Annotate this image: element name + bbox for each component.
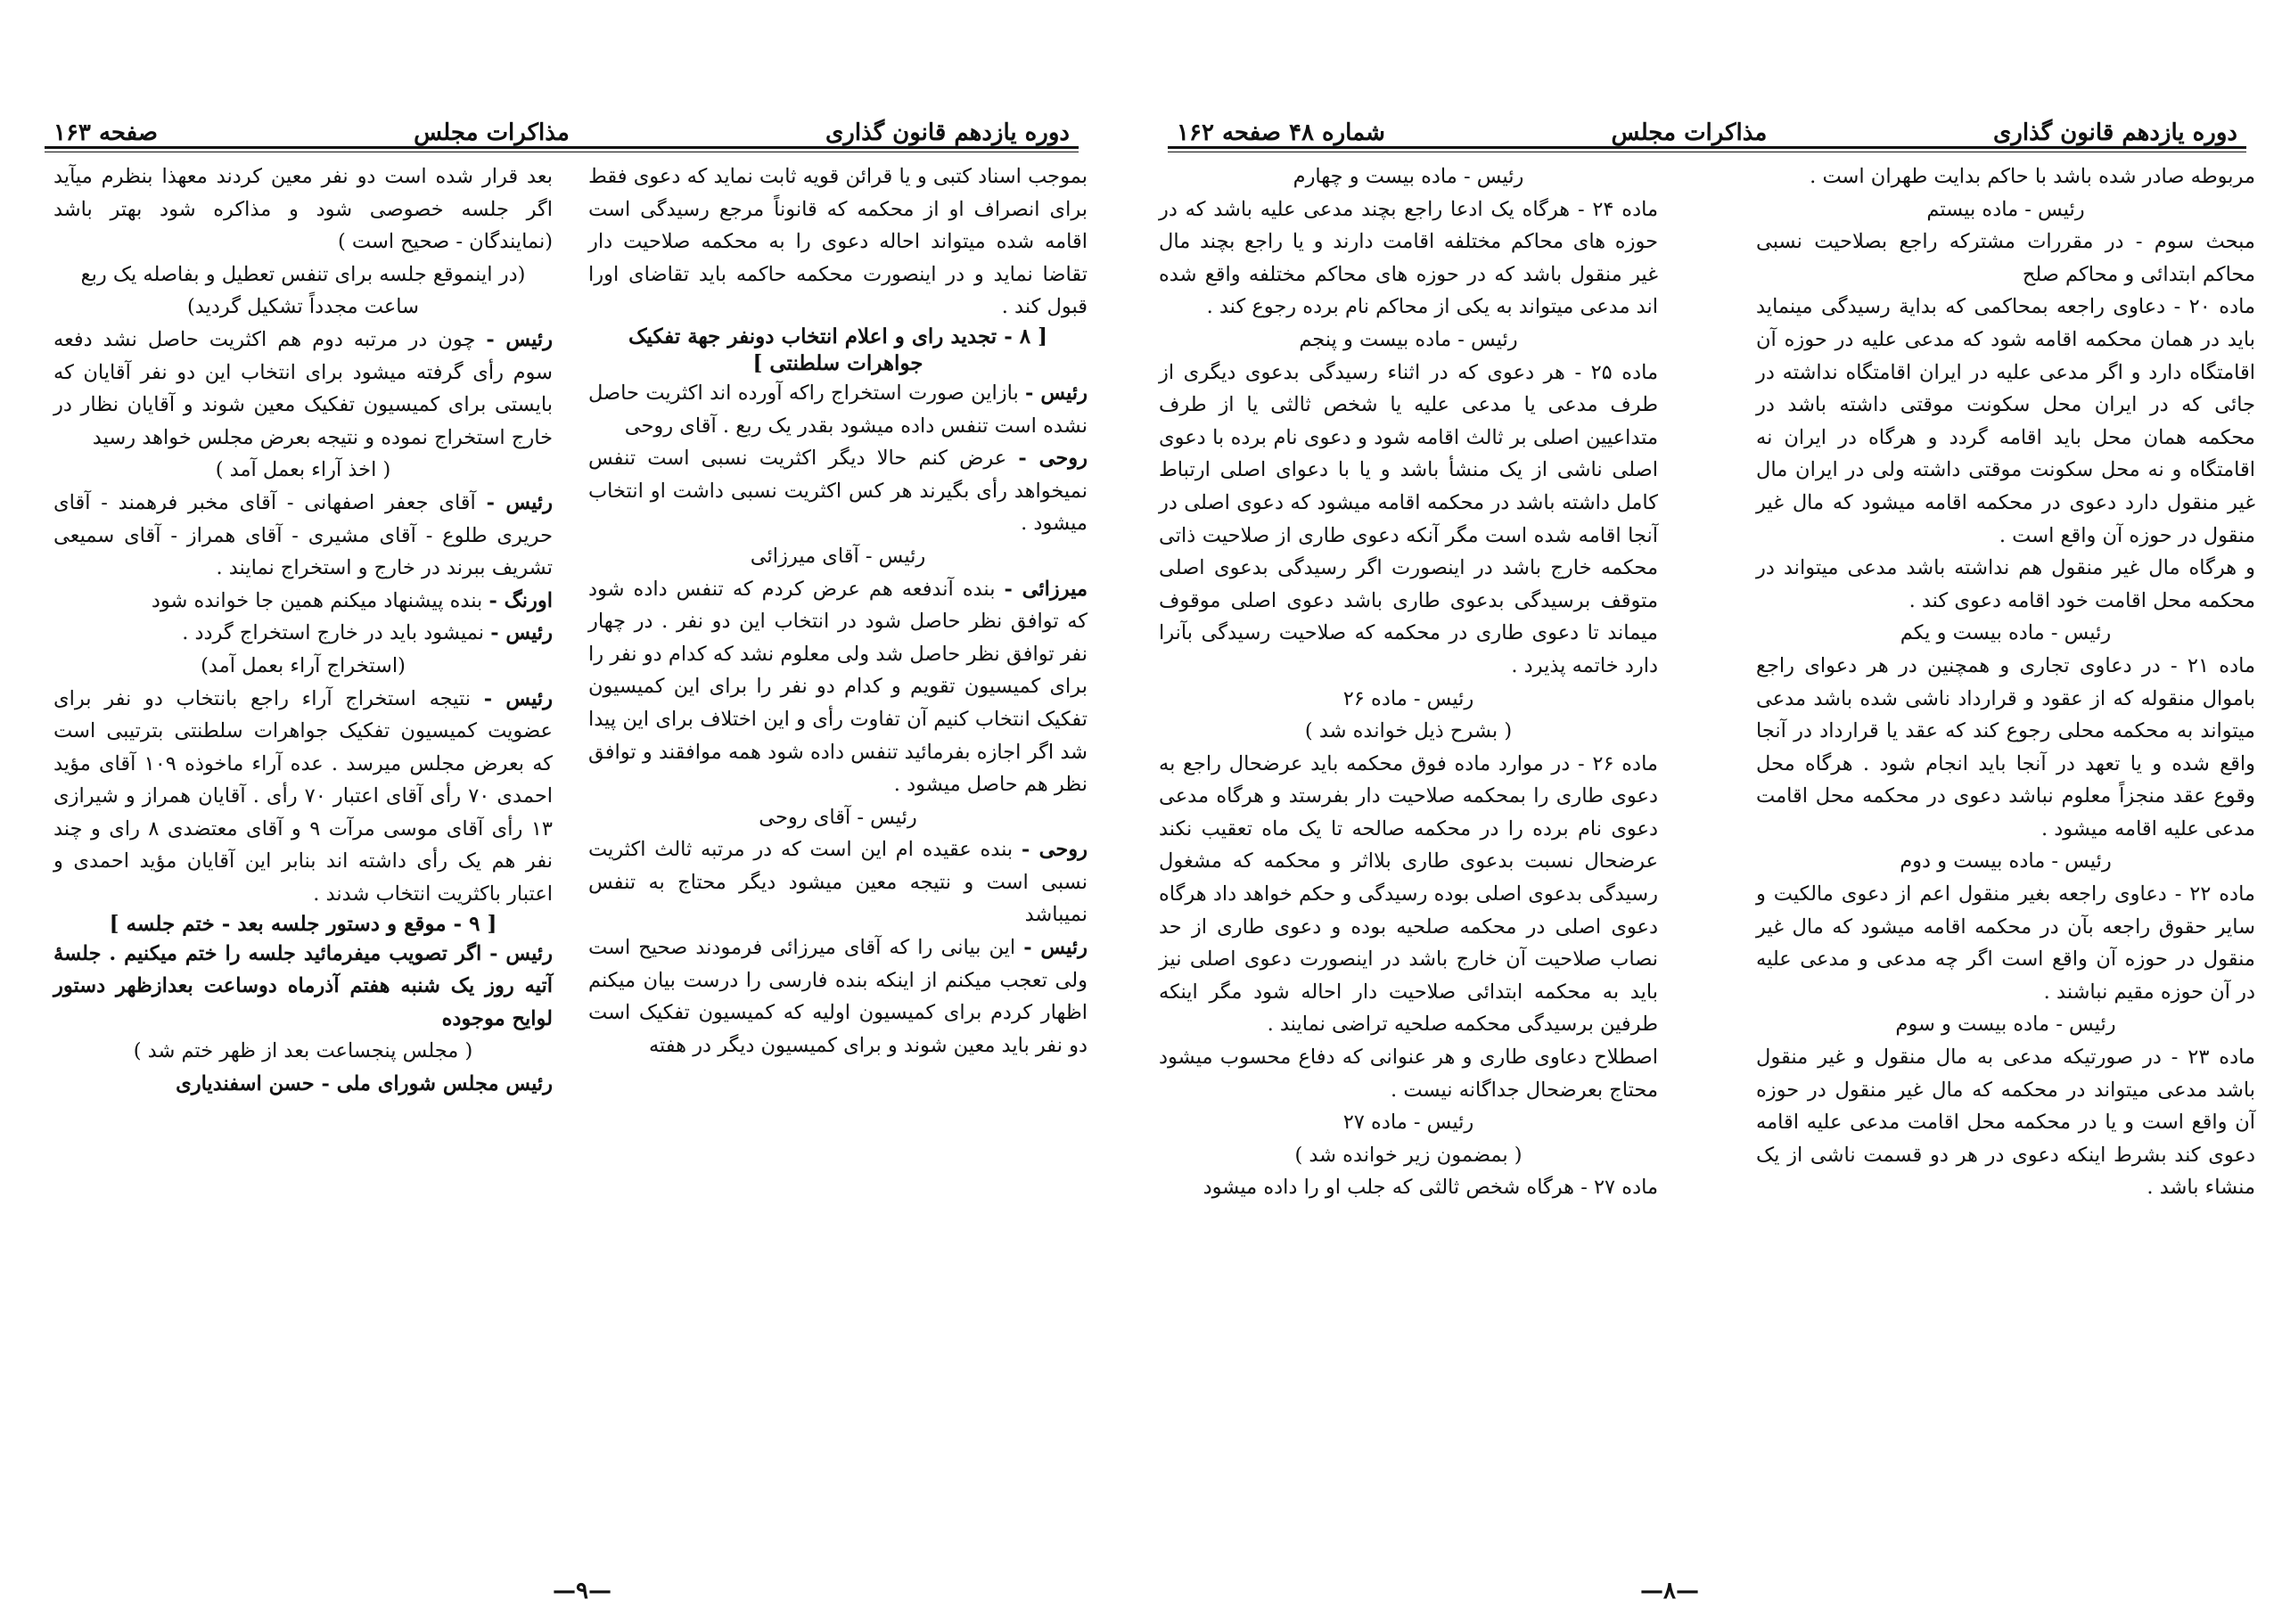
speaker-name: روحی - (1021, 838, 1088, 862)
right-page-footer: —۸— (1640, 1578, 1699, 1604)
centered-line: رئیس - ماده بیست و یکم (1900, 621, 2112, 645)
header-rule (1168, 146, 2246, 149)
paragraph-text: بنده عقیده ام این است که در مرتبه ثالث اکثریت نسبی است و نتیجه معین میشود دیگر محتاج به تنفس نمیباشد (588, 838, 1088, 927)
speaker-name: اورنگ - (488, 588, 553, 612)
centered-line: رئیس - ماده ۲۷ (1342, 1111, 1474, 1135)
paragraph (1756, 878, 2255, 1008)
paragraph-text: عرض کنم حالا دیگر اکثریت نسبی است تنفس نمیخواهد رأی بگیرند هر کس اکثریت نسبی داشت او انتخاب میشود . (588, 447, 1088, 536)
paragraph (588, 573, 1088, 801)
section-heading: [ ۹ - موقع و دستور جلسه بعد - ختم جلسه ] (109, 911, 497, 936)
centered-line: رئیس - ماده بیست و چهارم (1293, 165, 1524, 188)
section-heading: [ ۸ - تجدید رای و اعلام انتخاب دونفر جهة تفکیک جواهرات سلطنتی ] (628, 324, 1048, 375)
paragraph (1159, 193, 1658, 324)
bold-paragraph: رئیس مجلس شورای ملی - حسن اسفندیاری (176, 1072, 553, 1096)
paragraph-text: ماده ۲۰ - دعاوی راجعه بمحاکمی که بدایة رسیدگی مینماید باید در همان محکمه اقامه شود که مدعی علیه در حوزه آن اقامتگاه دارد و اگر مدعی علیه در ایران اقامتگاه نداشته در جائی که در ایران محل سکونت موقتی داشته باشد در محکمه همان محل باید اقامه گردد و هرگاه در ایران نه اقامتگاه و نه محل سکونت موقتی داشته ولی در ایران مال غیر منقول دارد دعوی در محکمه اقامه میشود که مال غیر منقول در حوزه آن واقع است . (1756, 295, 2256, 547)
right-header-term: دوره یازدهم قانون گذاری (1992, 119, 2237, 146)
centered-line: ( بمضمون زیر خوانده شد ) (1294, 1143, 1523, 1167)
speaker-name: رئیس - (1023, 936, 1088, 960)
left-page (36, 0, 1088, 1624)
centered-line: رئیس - ماده بیستم (1926, 197, 2085, 221)
paragraph (588, 160, 1088, 324)
paragraph-text: بنده آندفعه هم عرض کردم که تنفس داده شود که توافق نظر حاصل شود در انتخاب این دو نفر . در چهار نفر توافق نظر حاصل شد ولی معلوم نشد که کدام دو نفر را برای کمیسیون تقویم و کدام دو نفر را برای این کمیسیون تفکیک انتخاب کنیم آن تفاوت رأی و این اختلاف برای این پیدا شد اگر اجازه بفرمائید تنفس داده شود همه موافقند و توافق نظر هم حاصل میشود . (588, 577, 1088, 797)
speaker-name: رئیس - (483, 686, 553, 710)
centered-line: رئیس - آقای روحی (759, 805, 917, 829)
paragraph-text: مبحث سوم - در مقررات مشترکه راجع بصلاحیت نسبی محاکم ابتدائی و محاکم صلح (1756, 230, 2255, 286)
speaker-name: رئیس - (486, 327, 554, 351)
bold-paragraph: رئیس - اگر تصویب میفرمائید جلسه را ختم میکنیم . جلسهٔ آتیه روز یک شنبه هفتم آذرماه دوساعت بعدازظهر دستور لوایح موجوده (53, 941, 553, 1030)
paragraph-text: اصطلاح دعاوی طاری و هر عنوانی که دفاع محسوب میشود محتاج بعرضحال جداگانه نیست . (1159, 1046, 1658, 1102)
paragraph (1756, 160, 2255, 193)
centered-line: (در اینموقع جلسه برای تنفس تعطیل و بفاصله یک ربع ساعت مجدداً تشکیل گردید) (80, 262, 526, 319)
left-page-footer: —۹— (553, 1578, 612, 1604)
left-header-term: دوره یازدهم قانون گذاری (825, 119, 1070, 146)
left-header-page-number: صفحه ۱۶۳ (53, 119, 158, 146)
paragraph-text: ماده ۲۷ - هرگاه شخص ثالثی که جلب او را داده میشود (1203, 1176, 1658, 1200)
paragraph-text: بعد قرار شده است دو نفر معین کردند معهذا بنظرم میآید اگر جلسه خصوصی شود و مذاکره شود بهتر باشد (نمایندگان - صحیح است ) (53, 165, 553, 254)
left-page-header (36, 96, 1088, 146)
speaker-name: روحی - (1018, 447, 1088, 471)
paragraph (1756, 552, 2255, 617)
paragraph-text: نمیشود باید در خارج استخراج گردد . (182, 621, 485, 645)
header-rule (45, 146, 1079, 149)
paragraph (1159, 1171, 1658, 1204)
paragraph-text: و هرگاه مال غیر منقول هم نداشته باشد مدعی میتواند در محکمه محل اقامت خود اقامه دعوی کند . (1756, 556, 2255, 612)
paragraph-text: ماده ۲۲ - دعاوی راجعه بغیر منقول اعم از دعوی مالکیت و سایر حقوق راجعه بآن در محکمه اقامه میشود که مال غیر منقول در حوزه آن واقع است اگر چه مدعی و مدعی علیه در آن حوزه مقیم نباشند . (1756, 882, 2255, 1004)
paragraph-text: بازاین صورت استخراج راکه آورده اند اکثریت حاصل نشده است تنفس داده میشود بقدر یک ربع . آقای روحی (588, 381, 1088, 438)
centered-line: ( اخذ آراء بعمل آمد ) (215, 458, 391, 482)
left-page-left-column (53, 160, 553, 1101)
speaker-name: رئیس - (1025, 381, 1088, 405)
centered-line: رئیس - ماده بیست و پنجم (1299, 327, 1518, 351)
paragraph (53, 160, 553, 258)
right-page (1159, 0, 2255, 1624)
paragraph-text: ماده ۲۵ - هر دعوی که در اثناء رسیدگی بدعوی دیگری از طرف مدعی یا مدعی علیه یا شخص ثالثی یا از طرف متداعیین اصلی بر ثالث اقامه شود و دعوی نام برده با دعوی اصلی ناشی از یک منشأ باشد و یا با دعوای اصلی ارتباط کامل داشته باشد در محکمه اقامه میشود که دعوی اصلی در آنجا اقامه شده است مگر آنکه دعوی طاری از صلاحیت ذاتی محکمه خارج باشد در اینصورت اگر رسیدگی بدعوی اصلی متوقف برسیدگی بدعوی طاری باشد دعوی اصلی موقوف میماند تا دعوی طاری در محکمه که صلاحیت رسیدگی بآنرا دارد خاتمه پذیرد . (1159, 360, 1658, 677)
paragraph (1756, 291, 2255, 552)
paragraph-text: مربوطه صادر شده باشد با حاکم بدایت طهران است . (1810, 165, 2255, 188)
paragraph-text: ماده ۲۴ - هرگاه یک ادعا راجع بچند مدعی علیه باشد که در حوزه های محاکم مختلفه اقامت دارند و یا راجع بچند مال غیر منقول باشد که در حوزه های محاکم مختلفه واقع شده اند مدعی میتواند به یکی از محاکم نام برده رجوع کند . (1159, 197, 1658, 319)
paragraph (53, 585, 553, 618)
centered-line: ( مجلس پنجساعت بعد از ظهر ختم شد ) (133, 1039, 473, 1063)
paragraph (1756, 1041, 2255, 1204)
centered-line: رئیس - آقای میرزائی (750, 544, 926, 568)
paragraph (53, 683, 553, 911)
left-page-right-column (588, 160, 1088, 1062)
speaker-name: رئیس - (486, 490, 553, 514)
paragraph-text: ماده ۲۱ - در دعاوی تجاری و همچنین در هر دعوای راجع باموال منقوله که از عقود و قرارداد ناشی شده باشد مدعی میتواند به محکمه محلی رجوع کند که عقد یا قرارداد در آنجا واقع شده و یا تعهد در آنجا باید انجام شود . هرگاه محل وقوع عقد منجزاً معلوم نباشد دعوی در محکمه محل اقامت مدعی علیه اقامه میشود . (1756, 653, 2256, 841)
paragraph-text: بموجب اسناد کتبی و یا قرائن قویه ثابت نماید که دعوی فقط برای انصراف او از محکمه که قانوناً مرجع رسیدگی است اقامه شده میتواند احاله دعوی را به محکمه صلاحیت دار تقاضا نماید و در اینصورت محکمه حاکمه باید تقاضای اورا قبول کند . (588, 165, 1088, 319)
paragraph (1159, 748, 1658, 1041)
paragraph-text: ماده ۲۳ - در صورتیکه مدعی به مال منقول و غیر منقول باشد مدعی میتواند در محکمه که مال غیر منقول در حوزه آن واقع است و یا در محکمه محل اقامت مدعی علیه اقامه دعوی کند بشرط اینکه دعوی در هر دو قسمت ناشی از یک منشاء باشد . (1756, 1046, 2255, 1200)
right-header-page-number: شماره ۴۸ صفحه ۱۶۲ (1177, 119, 1385, 146)
paragraph-text: بنده پیشنهاد میکنم همین جا خوانده شود (151, 588, 483, 612)
centered-line: (استخراج آراء بعمل آمد) (201, 653, 406, 677)
paragraph (1159, 1041, 1658, 1106)
paragraph-text: نتیجه استخراج آراء راجع بانتخاب دو نفر برای عضویت کمیسیون تفکیک جواهرات سلطنتی بترتیبی است که بعرض مجلس میرسد . عده آراء ماخوذه ۱۰۹ آقای مؤید احمدی ۷۰ رأی آقای اعتبار ۷۰ رأی . آقایان همراز و شیرازی ۱۳ رأی آقای موسی مرآت ۹ و آقای معتضدی ۸ رای و چند نفر هم یک رأی داشته اند بنابر این آقایان مؤید احمدی و اعتبار باکثریت انتخاب شدند . (53, 686, 554, 906)
paragraph (53, 487, 553, 585)
paragraph-text: چون در مرتبه دوم هم اکثریت حاصل نشد دفعه سوم رأی گرفته میشود برای انتخاب این دو نفر آقایان که بایستی برای کمیسیون تفکیک معین شوند و آقایان نظار در خارج استخراج نموده و نتیجه بعرض مجلس خواهد رسید (53, 327, 553, 449)
paragraph-text: این بیانی را که آقای میرزائی فرمودند صحیح است ولی تعجب میکنم از اینکه بنده فارسی را درست بیان میکنم اظهار کردم برای کمیسیون اولیه که کمیسیون تفکیک است دو نفر باید معین شوند و برای کمیسیون دیگر در هفته (588, 936, 1088, 1057)
right-page-right-column (1756, 160, 2255, 1204)
paragraph (588, 442, 1088, 540)
paragraph (588, 931, 1088, 1062)
paragraph (588, 833, 1088, 931)
left-header-title: مذاکرات مجلس (414, 119, 570, 146)
paragraph-text: آقای جعفر اصفهانی - آقای مخبر فرهمند - آقای حریری طلوع - آقای مشیری - آقای همراز - آقای سمیعی تشریف ببرند در خارج و استخراج نمایند . (53, 490, 553, 580)
right-page-header (1159, 96, 2255, 146)
right-header-title: مذاکرات مجلس (1611, 119, 1768, 146)
centered-line: رئیس - ماده ۲۶ (1342, 686, 1474, 710)
centered-line: ( بشرح ذیل خوانده شد ) (1304, 719, 1513, 743)
speaker-name: رئیس - (490, 621, 553, 645)
paragraph (1756, 226, 2255, 291)
right-page-left-column (1159, 160, 1658, 1204)
paragraph-text: ماده ۲۶ - در موارد ماده فوق محکمه باید عرضحال راجع به دعوی طاری را بمحکمه صلاحیت دار بفرستد و هرگاه مدعی دعوی نام برده را در محکمه صالحه تا یک ماه تعقیب نکند عرضحال نسبت بدعوی طاری بلااثر و محکمه که مشغول رسیدگی بدعوی اصلی بوده رسیدگی و حکم خواهد داد هرگاه دعوی اصلی در محکمه صلحیه بوده و دعوی طاری از حد نصاب صلاحیت آن خارج باشد در اینصورت دعوی اصلی نیز باید به محکمه ابتدائی صلاحیت دار احاله شود مگر اینکه طرفین برسیدگی محکمه صلحیه تراضی نمایند . (1159, 751, 1658, 1037)
speaker-name: میرزائی - (1004, 577, 1088, 601)
centered-line: رئیس - ماده بیست و سوم (1895, 1013, 2116, 1037)
paragraph (53, 617, 553, 650)
paragraph (53, 324, 553, 454)
paragraph (1159, 357, 1658, 683)
paragraph (1756, 650, 2255, 846)
paragraph (588, 377, 1088, 442)
centered-line: رئیس - ماده بیست و دوم (1900, 849, 2112, 874)
